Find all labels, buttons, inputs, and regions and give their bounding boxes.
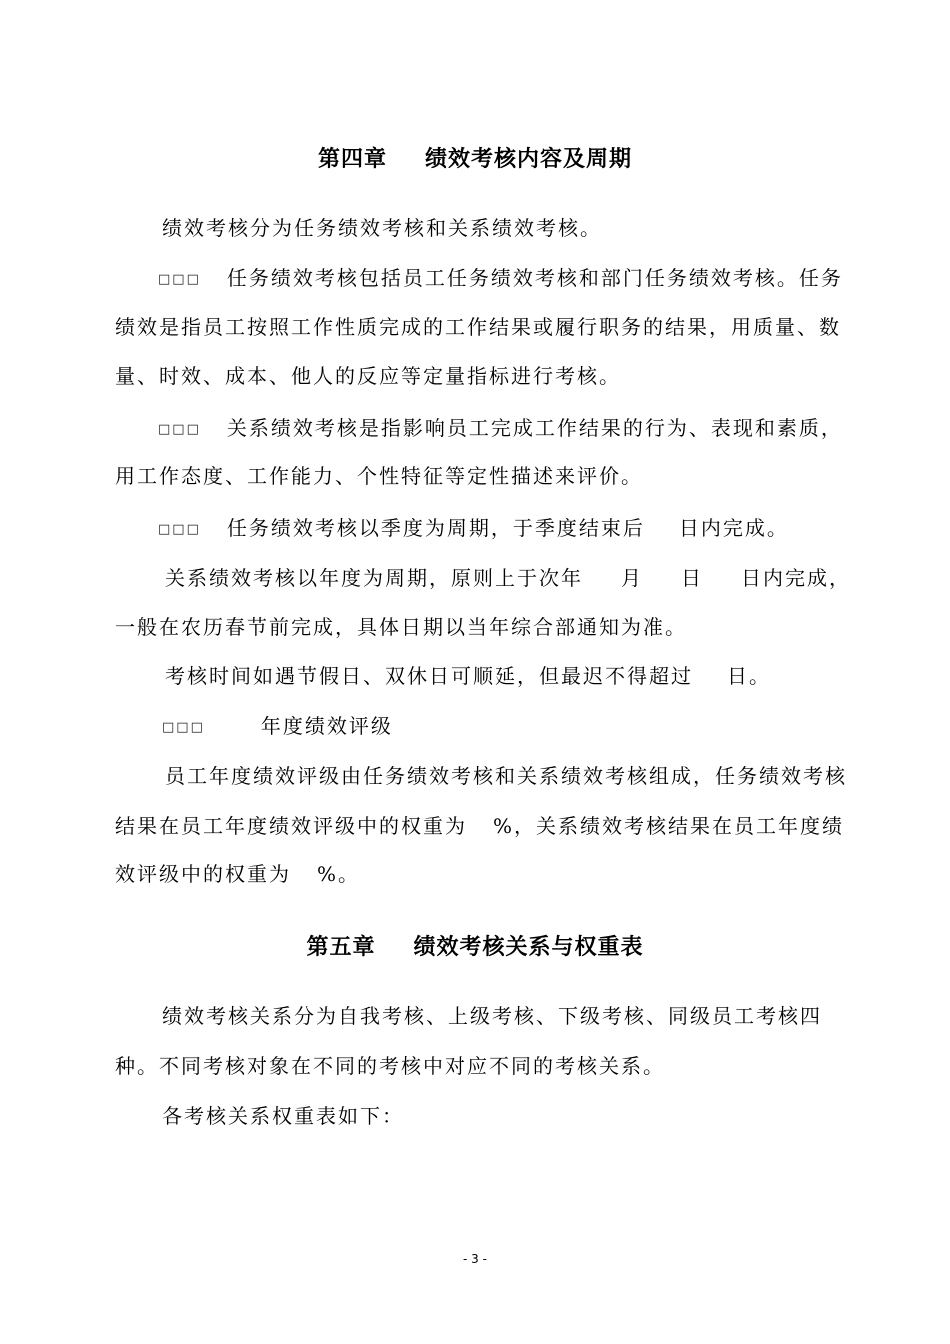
paragraph-task-performance-line-2: 绩效是指员工按照工作性质完成的工作结果或履行职务的结果，用质量、数 (115, 315, 841, 339)
paragraph-task-performance-line-1 (158, 264, 843, 294)
paragraph-annual-rating-title (162, 712, 393, 742)
text: 日 (681, 566, 703, 590)
text: %，关系绩效考核结果在员工年度绩 (493, 814, 845, 838)
text: 结果在员工年度绩效评级中的权重为 (115, 814, 467, 838)
paragraph-annual-cycle-line-1 (165, 564, 851, 592)
list-marker: □□□ (162, 719, 205, 735)
text: 效评级中的权重为 (115, 862, 291, 886)
list-marker: □□□ (158, 271, 201, 287)
text: 日内完成， (741, 566, 851, 590)
text: 关系绩效考核是指影响员工完成工作结果的行为、表现和素质， (226, 416, 843, 440)
text: 考核时间如遇节假日、双休日可顺延，但最迟不得超过 (165, 664, 693, 688)
text: 日内完成。 (678, 516, 789, 540)
list-marker: □□□ (158, 421, 201, 437)
paragraph-assessment-types: 绩效考核分为任务绩效考核和关系绩效考核。 (162, 216, 602, 240)
chapter-5-title: 绩效考核关系与权重表 (413, 935, 644, 960)
text: 年度绩效评级 (260, 714, 393, 738)
paragraph-relations-line-2: 种。不同考核对象在不同的考核中对应不同的考核关系。 (115, 1054, 665, 1078)
chapter-4-number: 第四章 (317, 147, 387, 172)
paragraph-relations-line-1: 绩效考核关系分为自我考核、上级考核、下级考核、同级员工考核四 (162, 1004, 822, 1028)
text: 月 (621, 566, 643, 590)
paragraph-annual-cycle-line-2: 一般在农历春节前完成，具体日期以当年综合部通知为准。 (115, 615, 687, 639)
paragraph-holiday-rule (165, 662, 771, 690)
paragraph-annual-rating-line-1: 员工年度绩效评级由任务绩效考核和关系绩效考核组成，任务绩效考核 (165, 764, 847, 788)
paragraph-weight-table-intro: 各考核关系权重表如下： (162, 1104, 404, 1128)
text: 任务绩效考核以季度为周期，于季度结束后 (226, 516, 645, 540)
chapter-5-number: 第五章 (306, 935, 376, 960)
paragraph-relation-performance-line-1 (158, 414, 843, 444)
paragraph-annual-rating-line-2 (115, 812, 844, 840)
list-marker: □□□ (158, 521, 201, 537)
paragraph-quarterly-cycle (158, 514, 789, 544)
paragraph-relation-performance-line-2: 用工作态度、工作能力、个性特征等定性描述来评价。 (115, 464, 643, 488)
page-number: - 3 - (463, 1252, 487, 1266)
text: 任务绩效考核包括员工任务绩效考核和部门任务绩效考核。任务 (226, 266, 843, 290)
text: 关系绩效考核以年度为周期，原则上于次年 (165, 566, 583, 590)
paragraph-task-performance-line-3: 量、时效、成本、他人的反应等定量指标进行考核。 (115, 364, 621, 388)
paragraph-annual-rating-line-3 (115, 860, 360, 888)
text: 日。 (727, 664, 771, 688)
chapter-5-heading (0, 930, 950, 961)
text: %。 (317, 862, 361, 886)
chapter-4-title: 绩效考核内容及周期 (425, 147, 633, 172)
chapter-4-heading (0, 142, 950, 173)
